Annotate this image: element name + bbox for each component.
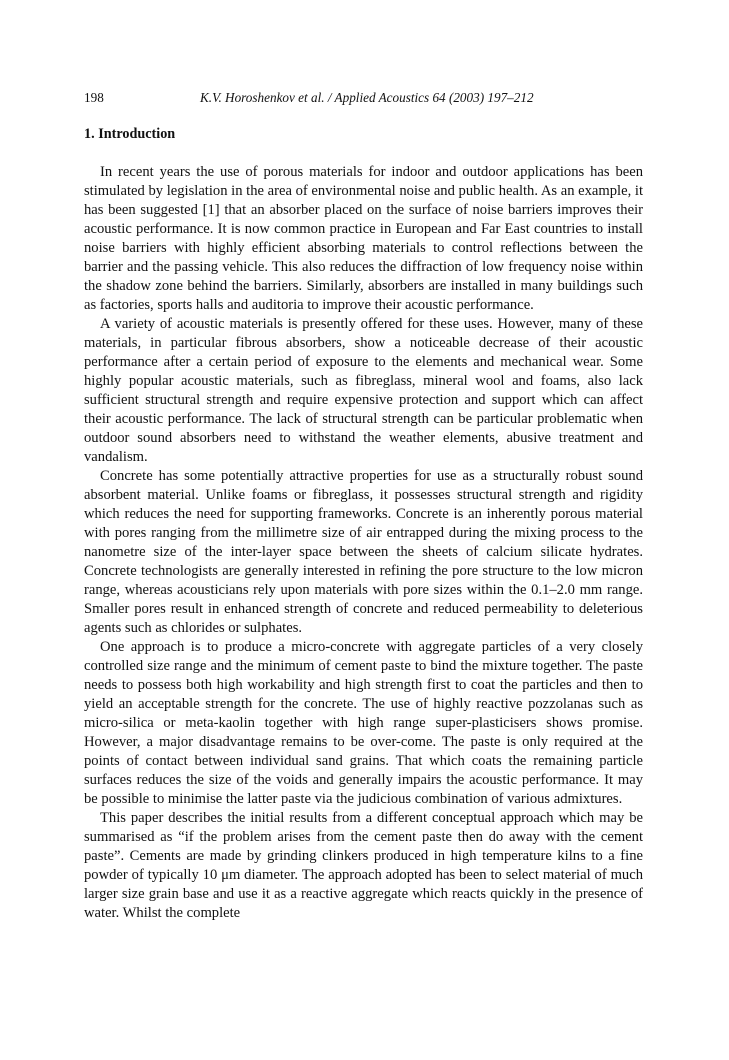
- paragraph: This paper describes the initial results from a different conceptual approach which may be summarised as “if the problem arises from the cement paste then do away with the cement paste”. Cements are made by grinding clinkers produced in high temperature kilns to a fine powder of typically 10 μm diameter. The approach adopted has been to select material of much larger size grain base and use it as a reactive aggregate which reacts quickly in the presence of water. Whilst the complete: [84, 810, 643, 921]
- page-number: 198: [84, 90, 104, 105]
- body-text: [84, 163, 643, 923]
- running-head: [84, 90, 644, 110]
- paragraph: A variety of acoustic materials is presently offered for these uses. However, many of these materials, in particular fibrous absorbers, show a noticeable decrease of their acoustic performance after a certain period of exposure to the elements and mechanical wear. Some highly popular acoustic materials, such as fibreglass, mineral wool and foams, also lack sufficient structural strength and require expensive protection and support which can affect their acoustic performance. The lack of structural strength can be particular problematic when outdoor sound absorbers need to withstand the weather elements, abusive treatment and vandalism.: [84, 316, 643, 465]
- section-heading: 1. Introduction: [84, 126, 176, 142]
- running-title: K.V. Horoshenkov et al. / Applied Acoustics 64 (2003) 197–212: [200, 90, 534, 105]
- paragraph: In recent years the use of porous materials for indoor and outdoor applications has been stimulated by legislation in the area of environmental noise and public health. As an example, it has been suggested [1] that an absorber placed on the surface of noise barriers improves their acoustic performance. It is now common practice in European and Far East countries to install noise barriers with highly efficient absorbing materials to control reflections between the barrier and the passing vehicle. This also reduces the diffraction of low frequency noise within the shadow zone behind the barriers. Similarly, absorbers are installed in many buildings such as factories, sports halls and auditoria to improve their acoustic performance.: [84, 164, 643, 313]
- paragraph: Concrete has some potentially attractive properties for use as a structurally robust sound absorbent material. Unlike foams or fibreglass, it possesses structural strength and rigidity which reduces the need for supporting frameworks. Concrete is an inherently porous material with pores ranging from the millimetre size of air entrapped during the mixing process to the nanometre size of the inter-layer space between the sheets of calcium silicate hydrates. Concrete technologists are generally interested in refining the pore structure to the low micron range, whereas acousticians rely upon materials with pore sizes within the 0.1–2.0 mm range. Smaller pores result in enhanced strength of concrete and reduced permeability to deleterious agents such as chlorides or sulphates.: [84, 468, 643, 636]
- paragraph: One approach is to produce a micro-concrete with aggregate particles of a very closely controlled size range and the minimum of cement paste to bind the mixture together. The paste needs to possess both high workability and high strength first to coat the particles and then to yield an acceptable strength for the concrete. The use of highly reactive pozzolanas such as micro-silica or meta-kaolin together with high range super-plasticisers shows promise. However, a major disadvantage remains to be over-come. The paste is only required at the points of contact between individual sand grains. That which coats the remaining particle surfaces reduces the size of the voids and generally impairs the acoustic performance. It may be possible to minimise the latter paste via the judicious combination of various admixtures.: [84, 639, 643, 807]
